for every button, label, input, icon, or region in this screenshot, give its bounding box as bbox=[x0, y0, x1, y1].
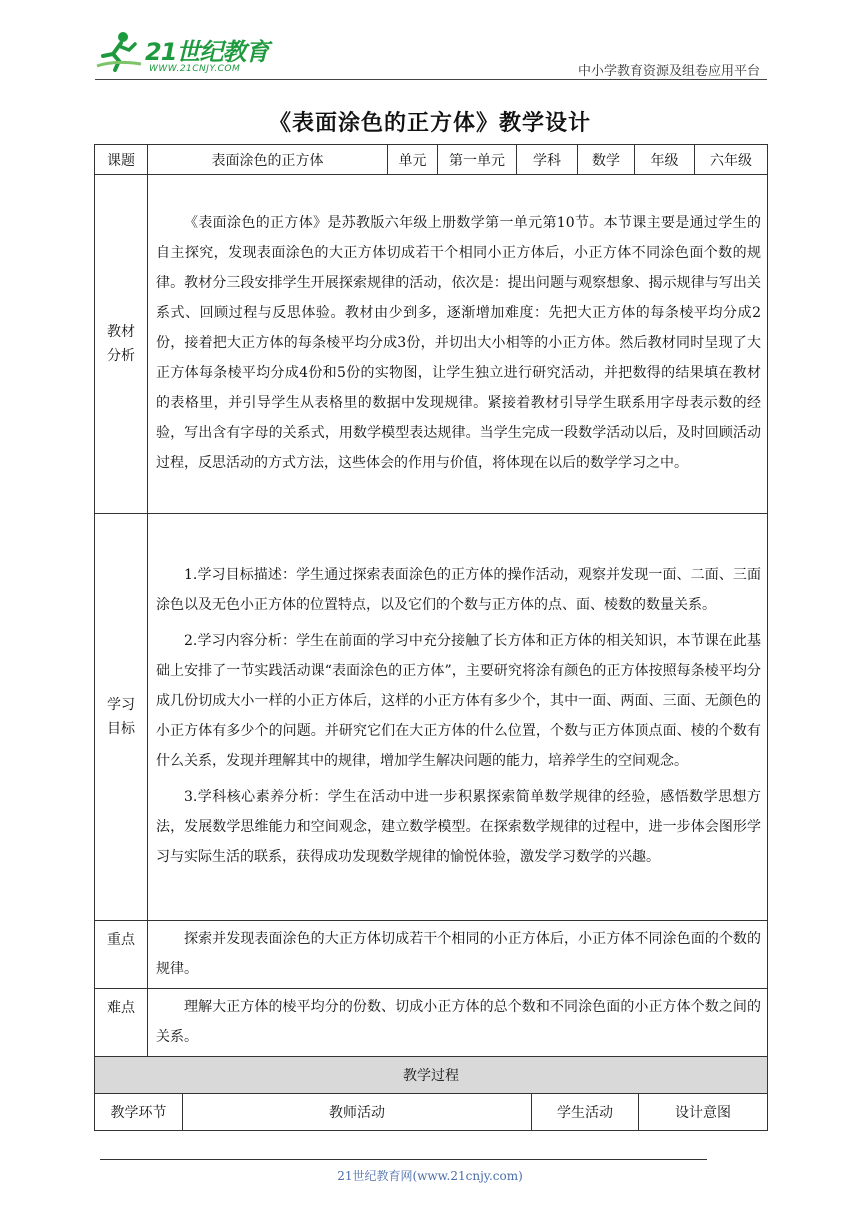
header-divider bbox=[95, 79, 767, 80]
process-col-intent: 设计意图 bbox=[639, 1094, 768, 1131]
key-point-row bbox=[95, 921, 768, 989]
process-col-student: 学生活动 bbox=[532, 1094, 639, 1131]
material-row bbox=[95, 175, 768, 514]
process-col-teacher: 教师活动 bbox=[183, 1094, 532, 1131]
difficulty-content bbox=[148, 989, 768, 1057]
objective-paragraph-2: 2.学习内容分析：学生在前面的学习中充分接触了长方体和正方体的相关知识，本节课在此基础上安排了一节实践活动课“表面涂色的正方体”，主要研究将涂有颜色的正方体按照每条棱平均分成几份切成大小一样的小正方体后，这样的小正方体有多少个，其中一面、两面、三面、无颜色的小正方体有多少个的问题。并研究它们在大正方体的什么位置，个数与正方体顶点面、棱的个数有什么关系，发现并理解其中的规律，增加学生解决问题的能力，培养学生的空间观念。 bbox=[156, 633, 761, 769]
unit-value: 第一单元 bbox=[438, 145, 517, 175]
difficulty-text: 理解大正方体的棱平均分的份数、切成小正方体的总个数和不同涂色面的小正方体个数之间的关系。 bbox=[156, 998, 761, 1045]
teaching-process-table bbox=[94, 1056, 768, 1131]
runner-logo-icon bbox=[95, 30, 143, 72]
objectives-label bbox=[95, 514, 148, 921]
logo-url: WWW.21CNJY.COM bbox=[149, 64, 241, 74]
info-row bbox=[95, 145, 768, 175]
document-title: 《表面涂色的正方体》教学设计 bbox=[268, 110, 591, 136]
page-header bbox=[0, 0, 860, 90]
key-point-label: 重点 bbox=[95, 921, 148, 989]
material-label-line1: 教材 bbox=[107, 324, 135, 340]
material-text: 《表面涂色的正方体》是苏教版六年级上册数学第一单元第10节。本节课主要是通过学生的自主探究，发现表面涂色的大正方体切成若干个相同小正方体后，小正方体不同涂色面个数的规律。教材分三段安排学生开展探索规律的活动，依次是：提出问题与观察想象、揭示规律与写出关系式、回顾过程与反思体验。教材由少到多，逐渐增加难度：先把大正方体的每条棱平均分成2份，接着把大正方体的每条棱平均分成3份，并切出大小相等的小正方体。然后教材同时呈现了大正方体每条棱平均分成4份和5份的实物图，让学生独立进行研究活动，并把数得的结果填在教材的表格里，并引导学生从表格里的数据中发现规律。紧接着教材引导学生联系用字母表示数的经验，写出含有字母的关系式，用数学模型表达规律。当学生完成一段数学活动以后，及时回顾活动过程，反思活动的方式方法，这些体会的作用与价值，将体现在以后的数学学习之中。 bbox=[156, 215, 761, 471]
process-title: 教学过程 bbox=[95, 1057, 768, 1094]
objectives-content bbox=[148, 514, 768, 921]
objective-paragraph-1: 1.学习目标描述：学生通过探索表面涂色的正方体的操作活动，观察并发现一面、二面、三面涂色以及无色小正方体的位置特点，以及它们的个数与正方体的点、面、棱数的数量关系。 bbox=[156, 567, 761, 613]
objectives-label-line1: 学习 bbox=[107, 697, 135, 713]
logo-text: 21世纪教育 bbox=[145, 38, 269, 66]
process-header-row bbox=[95, 1094, 768, 1131]
objective-paragraph-3: 3.学科核心素养分析：学生在活动中进一步积累探索简单数学规律的经验，感悟数学思想方法，发展数学思维能力和空间观念，建立数学模型。在探索数学规律的过程中，进一步体会图形学习与实际生活的联系，获得成功发现数学规律的愉悦体验，激发学习数学的兴趣。 bbox=[156, 789, 761, 865]
material-content bbox=[148, 175, 768, 514]
objectives-label-line2: 目标 bbox=[107, 721, 135, 737]
process-title-row bbox=[95, 1057, 768, 1094]
material-label-line2: 分析 bbox=[107, 348, 135, 364]
lesson-plan-table bbox=[94, 144, 768, 1057]
material-label bbox=[95, 175, 148, 514]
footer-link[interactable]: 21世纪教育网(www.21cnjy.com) bbox=[337, 1169, 523, 1183]
subject-label: 学科 bbox=[517, 145, 578, 175]
key-point-content bbox=[148, 921, 768, 989]
objectives-row bbox=[95, 514, 768, 921]
grade-label: 年级 bbox=[635, 145, 695, 175]
footer-divider bbox=[100, 1159, 707, 1160]
topic-label: 课题 bbox=[95, 145, 148, 175]
key-point-text: 探索并发现表面涂色的大正方体切成若干个相同的小正方体后，小正方体不同涂色面的个数的规律。 bbox=[156, 930, 761, 977]
subject-value: 数学 bbox=[578, 145, 635, 175]
site-logo[interactable] bbox=[95, 30, 295, 78]
process-col-stage: 教学环节 bbox=[95, 1094, 183, 1131]
topic-value: 表面涂色的正方体 bbox=[148, 145, 388, 175]
platform-name: 中小学教育资源及组卷应用平台 bbox=[577, 64, 760, 79]
difficulty-label: 难点 bbox=[95, 989, 148, 1057]
unit-label: 单元 bbox=[388, 145, 438, 175]
grade-value: 六年级 bbox=[695, 145, 768, 175]
difficulty-row bbox=[95, 989, 768, 1057]
